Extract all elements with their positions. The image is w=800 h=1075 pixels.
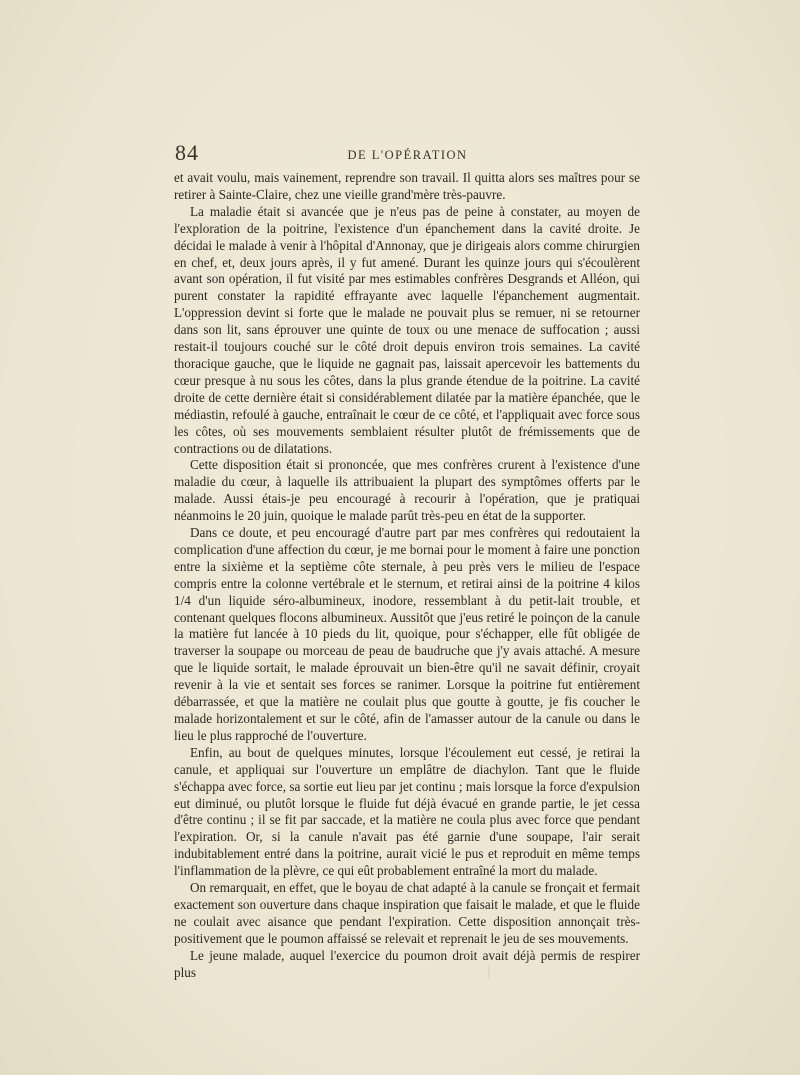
page-header [175, 140, 640, 166]
running-title: DE L'OPÉRATION [347, 148, 468, 162]
paragraph: On remarquait, en effet, que le boyau de chat adapté à la canule se fronçait et fermait exactement son ouverture dans chaque inspiration que faisait le malade, et que le fluide ne coulait avec aisance que pendant l'expiration. Cette disposition annonçait très-positivement que le poumon affaissé se relevait et reprenait le jeu de ses mouvements. [174, 880, 640, 946]
paragraph: La maladie était si avancée que je n'eus pas de peine à constater, au moyen de l'exploration de la poitrine, l'existence d'un épanchement dans la cavité droite. Je décidai le malade à venir à l'hôpital d'Annonay, que je dirigeais alors comme chirurgien en chef, et, deux jours après, il y fut amené. Durant les quinze jours qui s'écoulèrent avant son opération, il fut visité par mes estimables confrères Desgrands et Alléon, qui purent constater la rapidité effrayante avec laquelle l'épanchement augmentait. L'oppression devint si forte que le malade ne pouvait plus se remuer, ni se retourner dans son lit, sans éprouver une quinte de toux ou une menace de suffocation ; aussi restait-il toujours couché sur le côté droit depuis environ trois semaines. La cavité thoracique gauche, que le liquide ne gagnait pas, laissait apercevoir les battements du cœur presque à nu sous les côtes, dans la plus grande étendue de la poitrine. La cavité droite de cette dernière était si considérablement dilatée par la matière épanchée, que le médiastin, refoulé à gauche, entraînait le cœur de ce côté, et l'appliquait avec force sous les côtes, où ses mouvements semblaient résulter plutôt de frémissements que de contractions ou de dilatations. [174, 203, 640, 456]
paper-blemish [488, 965, 490, 979]
body-text [174, 170, 640, 982]
paragraph: Le jeune malade, auquel l'exercice du poumon droit avait déjà permis de respirer plus [174, 947, 640, 980]
paragraph: Cette disposition était si prononcée, que mes confrères crurent à l'existence d'une maladie du cœur, à laquelle ils attribuaient la plupart des symptômes offerts par le malade. Aussi étais-je peu encouragé à recourir à l'opération, que je pratiquai néanmoins le 20 juin, quoique le malade parût très-peu en état de la supporter. [174, 457, 640, 524]
paragraph: Enfin, au bout de quelques minutes, lorsque l'écoulement eut cessé, je retirai la canule, et appliquai sur l'ouverture un emplâtre de diachylon. Tant que le fluide s'échappa avec force, sa sortie eut lieu par jet continu ; mais lorsque la force d'expulsion eut diminué, ou plutôt lorsque le fluide fut déjà évacué en grande partie, le jet cessa d'être continu ; il se fit par saccade, et la matière ne coula plus avec force que pendant l'expiration. Or, si la canule n'avait pas été garnie d'une soupape, l'air serait indubitablement entré dans la poitrine, aurait vicié le pus et reproduit en même temps l'inflammation de la plèvre, ce qui eût probablement entraîné la mort du malade. [174, 744, 640, 879]
paragraph: et avait voulu, mais vainement, reprendre son travail. Il quitta alors ses maîtres pour se retirer à Sainte-Claire, chez une vieille grand'mère très-pauvre. [174, 170, 640, 202]
paragraph: Dans ce doute, et peu encouragé d'autre part par mes confrères qui redoutaient la complication d'une affection du cœur, je me bornai pour le moment à faire une ponction entre la sixième et la septième côte sternale, à peu près vers le milieu de l'espace compris entre la colonne vertébrale et le sternum, et retirai ainsi de la poitrine 4 kilos 1/4 d'un liquide séro-albumineux, inodore, ressemblant à du petit-lait trouble, et contenant quelques flocons albumineux. Aussitôt que j'eus retiré le poinçon de la canule la matière fut lancée à 10 pieds du lit, quoique, pour s'échapper, elle fût obligée de traverser la soupape ou morceau de peau de baudruche que j'y avais attaché. A mesure que le liquide sortait, le malade éprouvait un bien-être qu'il ne savait définir, croyait revenir à la vie et sentait ses forces se ranimer. Lorsque la poitrine fut entièrement débarrassée, et que la matière ne coulait plus que goutte à goutte, je fis coucher le malade horizontalement et sur le côté, afin de l'amasser autour de la canule ou dans le lieu le plus rapproché de l'ouverture. [174, 525, 640, 743]
page-number: 84 [175, 140, 199, 165]
